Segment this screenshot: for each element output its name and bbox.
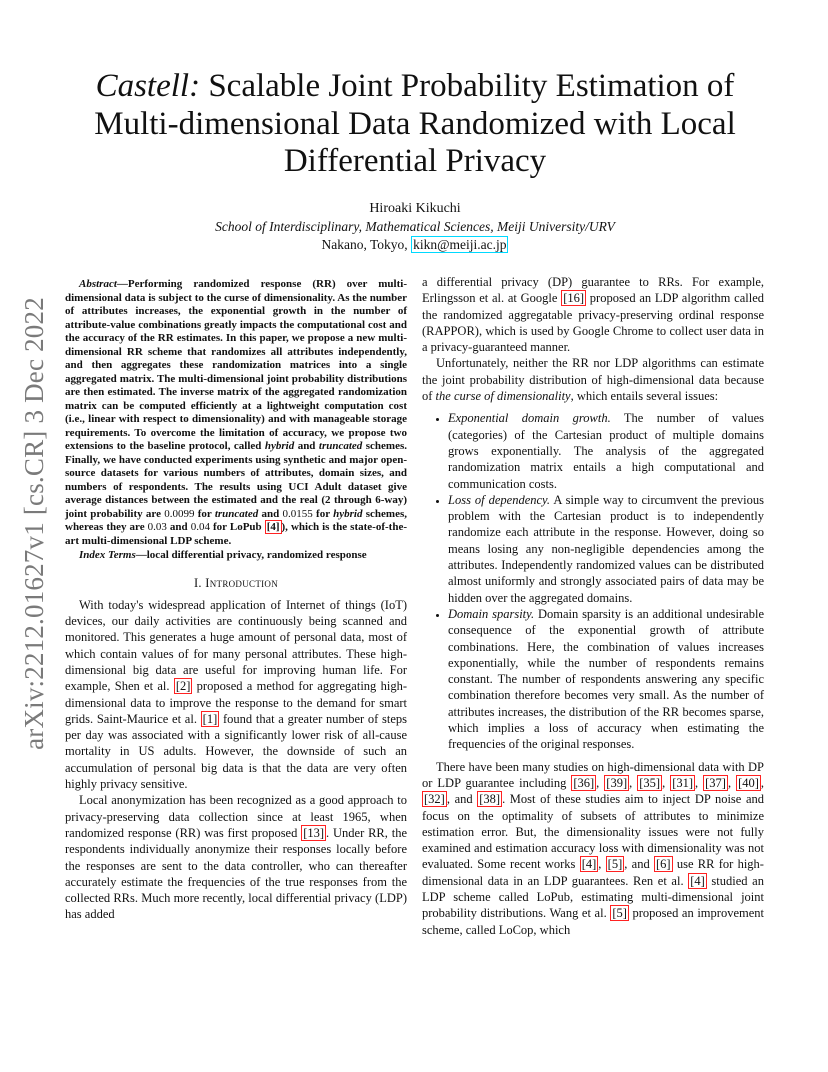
citation-link[interactable]: [36] bbox=[573, 775, 595, 790]
author-name: Hiroaki Kikuchi bbox=[369, 201, 461, 216]
citation-link[interactable]: [5] bbox=[607, 857, 623, 872]
citation-link[interactable]: [31] bbox=[672, 775, 694, 790]
list-item: • Exponential domain growth. The number of values (categories) of the Cartesian product of multiple domains grows exponentially. The analysis of the aggregated randomization matrix entails a high computational and communication costs. bbox=[448, 410, 764, 491]
citation-link[interactable]: [5] bbox=[612, 906, 627, 921]
paper-title bbox=[70, 68, 760, 181]
citation-link[interactable]: [2] bbox=[175, 679, 191, 694]
citation-link[interactable]: [40] bbox=[738, 775, 759, 790]
title-text: Scalable Joint Probability Estimation of Multi-dimensional Data Randomized with Local Differential Privacy bbox=[94, 68, 736, 179]
right-paragraph-2: Unfortunately, neither the RR nor LDP algorithms can estimate the joint probability distribution of high-dimensional data because of the curse of dimensionality, which entails several issues: bbox=[422, 356, 764, 404]
arxiv-identifier: arXiv:2212.01627v1 [cs.CR] 3 Dec 2022 bbox=[18, 296, 49, 750]
list-item: • Domain sparsity. Domain sparsity is an additional undesirable consequence of the exponential growth of attribute combinations. Here, the combination of values increases exponentially, while the number of respondents remains constant. The number of respondents answering any specific combination therefore becomes very small. As the number of attributes increases, the distribution of the RR becomes sparse, which implies a loss of accuracy when estimating the frequencies of the original responses. bbox=[448, 606, 764, 753]
citation-link[interactable]: [39] bbox=[606, 775, 628, 790]
right-column bbox=[422, 274, 764, 938]
list-item: • Loss of dependency. A simple way to circumvent the previous problem with the Cartesian product is to independently randomize each attribute in the response. However, doing so means losing any non-negligible dependencies among the attributes. Independently randomized values can be distributed almost uniformly and strongly associated pairs of data may be hidden over the aggregated domains. bbox=[448, 492, 764, 606]
citation-link[interactable]: [6] bbox=[655, 857, 671, 872]
citation-link[interactable]: [13] bbox=[303, 825, 325, 840]
author-block bbox=[70, 200, 760, 254]
index-terms: Index Terms—local differential privacy, randomized response bbox=[79, 549, 367, 561]
arxiv-sidebar-stamp bbox=[14, 292, 54, 754]
intro-paragraph-2: Local anonymization has been recognized as a good approach to privacy-preserving data collection since at least 1965, when randomized response (RR) was first proposed [13] . Under RR, the respondents individually anonymize their responses locally before the responses are sent to the data controller, who can thereafter accurately estimate the frequencies of the true responses from the collected RRs. Much more recently, local differential privacy (LDP) has added bbox=[65, 793, 407, 922]
left-column bbox=[65, 278, 407, 923]
citation-link[interactable]: [4] bbox=[690, 873, 705, 888]
citation-link[interactable]: [4] bbox=[581, 857, 597, 872]
author-affiliation: School of Interdisciplinary, Mathematical Sciences, Meiji University/URV bbox=[215, 219, 615, 234]
citation-link[interactable]: [35] bbox=[639, 775, 661, 790]
citation-link[interactable]: [4] bbox=[266, 521, 280, 533]
author-location: Nakano, Tokyo, bbox=[321, 237, 412, 252]
abstract-heading: Abstract bbox=[79, 278, 117, 290]
abstract: Abstract—Performing randomized response (RR) over multi-dimensional data is subject to the curse of dimensionality. As the number of attributes increases, the exponential growth in the number of attribute-value combinations greatly impacts the computational cost and the accuracy of the RR estimates. In this paper, we propose a new multi-dimensional RR scheme that randomizes all attributes independently, and then aggregates these randomization matrices into a single aggregated matrix. The multi-dimensional joint probability distributions are then estimated. The inverse matrix of the aggregated randomization matrix can be computed efficiently at a lightweight computation cost (i.e., linear with respect to dimensionality) and with manageable storage requirements. To overcome the limitation of accuracy, we propose two extensions to the baseline protocol, called hybrid and truncated schemes. Finally, we have conducted experiments using synthetic and major open-source datasets for various numbers of attributes, domain sizes, and numbers of respondents. The results using UCI Adult dataset give average distances between the estimated and the real (2 through 6-way) joint probability are 0.0099 for truncated and 0.0155 for hybrid schemes, whereas they are 0.03 and 0.04 for LoPub [4] ), which is the state-of-the-art multi-dimensional LDP scheme. bbox=[65, 278, 407, 547]
title-system-name: Castell: bbox=[95, 68, 201, 104]
citation-link[interactable]: [1] bbox=[202, 711, 218, 726]
right-paragraph-3: There have been many studies on high-dimensional data with DP or LDP guarantee including [36] , [39] , [35] , [31] , [37] , [40] , [32] , and [38] . Most of these studies aim to inject DP noise and focus on the optimality of subsets of attributes to minimize estimation error. But, the dimensionality issues were not fully examined and estimation accuracy loss with dimensionality was not evaluated. Some recent works [4] , [5] , and [6] use RR for high-dimensional data in an LDP guarantees. Ren et al. [4] studied an LDP scheme called LoPub, estimating multi-dimensional joint probability distributions. Wang et al. [5] proposed an improvement scheme, called LoCop, which bbox=[422, 759, 765, 937]
index-terms-heading: Index Terms bbox=[79, 549, 136, 561]
right-paragraph-1: a differential privacy (DP) guarantee to RRs. For example, Erlingsson et al. at Google [16] proposed an LDP algorithm called the randomized aggregatable privacy-preserving ordinal response (RAPPOR), which is used by Google Chrome to collect user data in a privacy-guaranteed manner. bbox=[422, 275, 764, 355]
citation-link[interactable]: [32] bbox=[424, 792, 445, 807]
citation-link[interactable]: [16] bbox=[563, 291, 585, 306]
issue-list bbox=[422, 410, 764, 752]
section-heading-introduction: I. Introduction bbox=[193, 575, 279, 590]
author-email-link[interactable]: kikn@meiji.ac.jp bbox=[413, 237, 507, 252]
citation-link[interactable]: [38] bbox=[479, 792, 501, 807]
citation-link[interactable]: [37] bbox=[705, 775, 726, 790]
intro-paragraph-1: With today's widespread application of Internet of things (IoT) devices, our daily activities are continuously being scanned and monitored. This generates a huge amount of personal data, most of which contain values of for many personal attributes. These high-dimensional big data are useful for improving human life. For example, Shen et al. [2] proposed a method for aggregating high-dimensional data to improve the response to the demand for smart grids. Saint-Maurice et al. [1] found that a greater number of steps per day was associated with a significantly lower risk of all-cause mortality in US adults. However, the downside of such an accumulation of personal big data is that the data are very often highly privacy sensitive. bbox=[65, 597, 408, 792]
